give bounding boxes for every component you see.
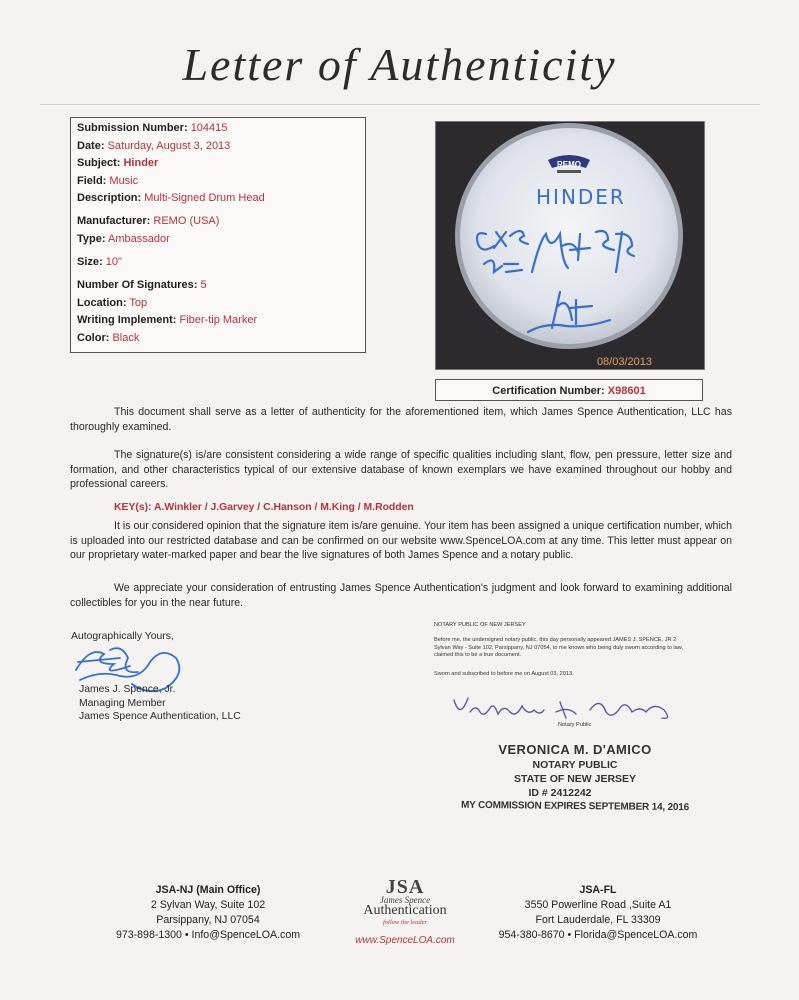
detail-value: 5 xyxy=(200,278,207,291)
footer-right-heading: JSA-FL xyxy=(579,884,617,896)
detail-label: Writing Implement: xyxy=(77,314,177,327)
body-paragraph-opinion: It is our considered opinion that the signature item is/are genuine. Your item has been assigned a unique certification number, which is uploaded into our restricted database and can be confirmed on our website www.SpenceLOA.com at any time. This letter must appear on our proprietary water-marked paper and bear the live signatures of both James Spence and a notary public. xyxy=(70,520,732,561)
detail-row xyxy=(77,192,359,205)
detail-value: Ambassador xyxy=(107,232,170,245)
notary-stamp-name: VERONICA M. D'AMICO xyxy=(498,742,652,757)
detail-label: Submission Number: xyxy=(77,122,188,134)
notary-signature-label: Notary Public xyxy=(558,722,592,728)
footer-left-address1: 2 Sylvan Way, Suite 102 xyxy=(150,899,266,911)
detail-label: Location: xyxy=(77,296,127,309)
detail-label: Color: xyxy=(77,331,110,344)
photo-date-stamp: 08/03/2013 xyxy=(596,356,652,368)
jsa-logo-name: Authentication xyxy=(363,903,447,918)
detail-label: Type: xyxy=(77,232,106,245)
notary-stamp-commission: MY COMMISSION EXPIRES SEPTEMBER 14, 2016 xyxy=(460,799,690,814)
detail-row xyxy=(77,122,359,135)
body-paragraph-closing: We appreciate your consideration of entrusting James Spence Authentication's judgment and look forward to examining additional collectibles for you in the near future. xyxy=(70,582,732,609)
jsa-logo-mark: JSA xyxy=(385,876,425,898)
detail-value: Black xyxy=(112,331,140,344)
body-paragraph-intro: This document shall serve as a letter of authenticity for the aforementioned item, which James Spence Authentication, LLC has thoroughly examined. xyxy=(70,406,732,433)
detail-value: 10" xyxy=(105,255,122,268)
body-paragraph-analysis: The signature(s) is/are consistent considering a wide range of specific qualities including slant, flow, pen pressure, letter size and formation, and other characteristics typical of our extensive database of known exemplars we have examined throughout our hobby and professional careers. xyxy=(70,449,732,490)
footer-right-address1: 3550 Powerline Road ,Suite A1 xyxy=(524,899,672,911)
detail-label: Number Of Signatures: xyxy=(77,278,198,291)
notary-stamp-state: STATE OF NEW JERSEY xyxy=(513,773,637,785)
detail-label: Description: xyxy=(77,192,142,205)
detail-row xyxy=(77,297,359,310)
footer-left-address2: Parsippany, NJ 07054 xyxy=(156,914,260,926)
footer-left-contact: 973-898-1300 • Info@SpenceLOA.com xyxy=(115,929,301,941)
detail-row xyxy=(77,314,359,327)
notary-sworn-date: Sworn and subscribed to before me on August 03, 2013. xyxy=(434,671,574,677)
signer-details xyxy=(79,683,241,724)
detail-label: Field: xyxy=(77,174,107,187)
detail-value: Top xyxy=(129,296,148,309)
signer-name: James J. Spence, Jr. xyxy=(79,684,176,695)
footer-right-address2: Fort Lauderdale, FL 33309 xyxy=(535,914,661,926)
detail-value: Hinder xyxy=(123,157,159,170)
item-details-box xyxy=(70,117,366,353)
detail-row xyxy=(77,140,359,153)
footer-right-contact: 954-380-8670 • Florida@SpenceLOA.com xyxy=(498,929,698,941)
footer-left-heading: JSA-NJ (Main Office) xyxy=(155,884,261,896)
jsa-logo-script: James Spence xyxy=(379,895,431,905)
remo-brand-text: REMO xyxy=(557,160,581,169)
title-divider xyxy=(40,104,760,105)
notary-stamp xyxy=(460,742,690,812)
signer-role: Managing Member xyxy=(79,697,166,709)
drum-head-photo xyxy=(435,121,705,370)
detail-value: Saturday, August 3, 2013 xyxy=(107,139,231,152)
notary-statement: Before me, the undersigned notary public, this day personally appeared JAMES J. SPENCE, JR 2 Sylvan Way - Suite 102, Parsippany, NJ 07054, to me known who being duly sworn according to law, claimed this to be a true document. xyxy=(434,637,684,658)
detail-label: Subject: xyxy=(77,157,121,170)
signature-key: KEY(s): A.Winkler / J.Garvey / C.Hanson / M.King / M.Rodden xyxy=(114,502,414,513)
detail-row xyxy=(77,279,359,292)
notary-stamp-title: NOTARY PUBLIC xyxy=(532,759,618,771)
detail-row xyxy=(77,215,359,228)
jsa-logo-tagline: follow the leader xyxy=(382,919,428,926)
closing-salutation: Autographically Yours, xyxy=(71,631,174,642)
footer-main-office xyxy=(98,883,318,943)
detail-row xyxy=(77,332,359,345)
signer-company: James Spence Authentication, LLC xyxy=(79,711,241,722)
jsa-logo xyxy=(350,876,460,946)
footer-florida-office xyxy=(488,883,708,943)
notary-stamp-id: ID # 2412242 xyxy=(528,787,592,799)
certification-box xyxy=(435,379,703,401)
detail-row xyxy=(77,256,359,269)
detail-value: Music xyxy=(109,174,139,187)
notary-heading: NOTARY PUBLIC OF NEW JERSEY xyxy=(434,622,526,628)
certification-label: Certification Number: xyxy=(492,385,605,397)
detail-value: Multi-Signed Drum Head xyxy=(144,192,265,205)
drum-head-image xyxy=(436,122,704,369)
jsa-website-link[interactable]: www.SpenceLOA.com xyxy=(355,935,455,946)
detail-label: Manufacturer: xyxy=(77,215,151,228)
band-name-signature: HINDER xyxy=(536,185,626,209)
detail-value: 104415 xyxy=(190,122,228,134)
detail-row xyxy=(77,175,359,188)
detail-row xyxy=(77,157,359,170)
detail-label: Date: xyxy=(77,139,105,152)
detail-row xyxy=(77,233,359,246)
notary-signature-icon xyxy=(450,690,680,724)
detail-value: REMO (USA) xyxy=(153,215,220,228)
detail-label: Size: xyxy=(77,255,103,268)
certification-number: X98601 xyxy=(607,385,646,397)
page-title: Letter of Authenticity xyxy=(182,39,617,90)
detail-value: Fiber-tip Marker xyxy=(179,314,258,327)
